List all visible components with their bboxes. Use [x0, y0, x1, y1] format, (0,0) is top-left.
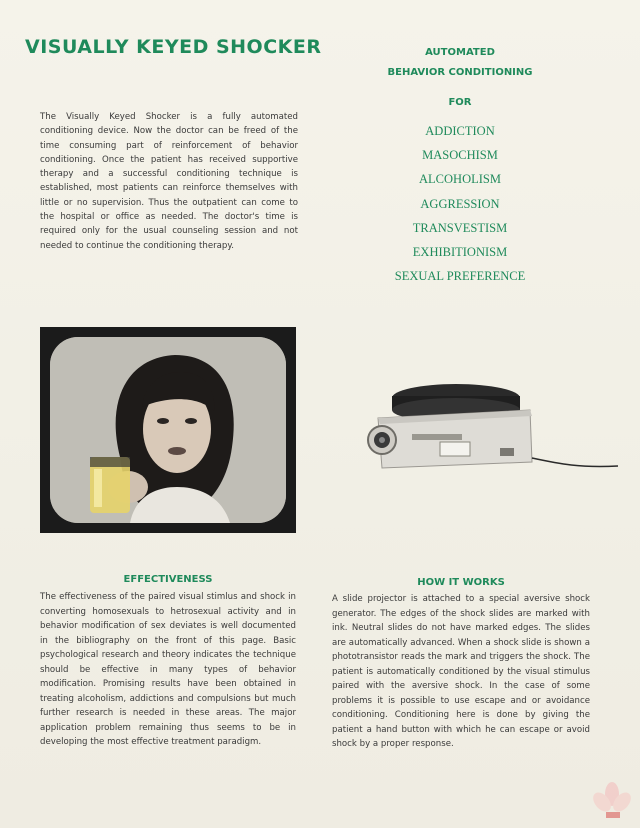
- how-it-works-heading: HOW IT WORKS: [417, 577, 505, 588]
- condition-item: TRANSVESTISM: [412, 220, 508, 235]
- slide-screen: [50, 337, 286, 523]
- flower-watermark-icon: [590, 780, 634, 824]
- right-heading-line2: BEHAVIOR CONDITIONING: [387, 67, 533, 78]
- woman-with-drink-illustration: [50, 337, 286, 523]
- condition-item: AGGRESSION: [420, 196, 500, 211]
- effectiveness-paragraph: The effectiveness of the paired visual stimlus and shock in converting homosexuals to hetrosexual activity and in behavior modification of sex deviates is well documented in the bibliography on the front of this page. Basic psychological research and theory indicates the technique should be effective in many types of behavior modification. Promising results have been obtained in treating alcoholism, addictions and compulsions but much further research is needed in these areas. The major application problem remaining thus seems to be in developing the most effective treatment paradigm.: [40, 592, 296, 747]
- intro-paragraph: The Visually Keyed Shocker is a fully automated conditioning device. Now the doctor can be freed of the time consuming part of reinforcement of behavior conditioning. Once the patient has received supportive therapy and a successful conditioning technique is established, most patients can reinforce themselves with little or no supervision. Thus the outpatient can come to the hospital or office as needed. The doctor's time is required only for the usual counseling session and not needed to continue the conditioning therapy.: [40, 112, 298, 251]
- how-it-works-paragraph: A slide projector is attached to a special aversive shock generator. The edges of the shock slides are marked with ink. Neutral slides do not have marked edges. The slides are automatically advanced. When a shock slide is shown a phototransistor reads the mark and triggers the shock. The patient is automatically conditioned by the visual stimulus paired with the aversive shock. In the case of some problems it is possible to use escape and or avoidance conditioning. Conditioning here is done by giving the patient a hand button with which he can escape or avoid shock by a proper response.: [332, 594, 590, 749]
- condition-item: ALCOHOLISM: [419, 172, 501, 187]
- slide-photo: [40, 327, 296, 533]
- condition-item: SEXUAL PREFERENCE: [394, 269, 526, 284]
- condition-item: MASOCHISM: [422, 148, 498, 163]
- condition-item: EXHIBITIONISM: [412, 244, 508, 259]
- for-label: FOR: [448, 97, 472, 108]
- effectiveness-heading: EFFECTIVENESS: [123, 574, 213, 585]
- slide-projector-illustration: [360, 378, 620, 478]
- conditions-list: [370, 122, 550, 291]
- condition-item: ADDICTION: [425, 124, 495, 138]
- page-title: VISUALLY KEYED SHOCKER: [25, 36, 322, 58]
- right-heading-line1: AUTOMATED: [425, 47, 495, 58]
